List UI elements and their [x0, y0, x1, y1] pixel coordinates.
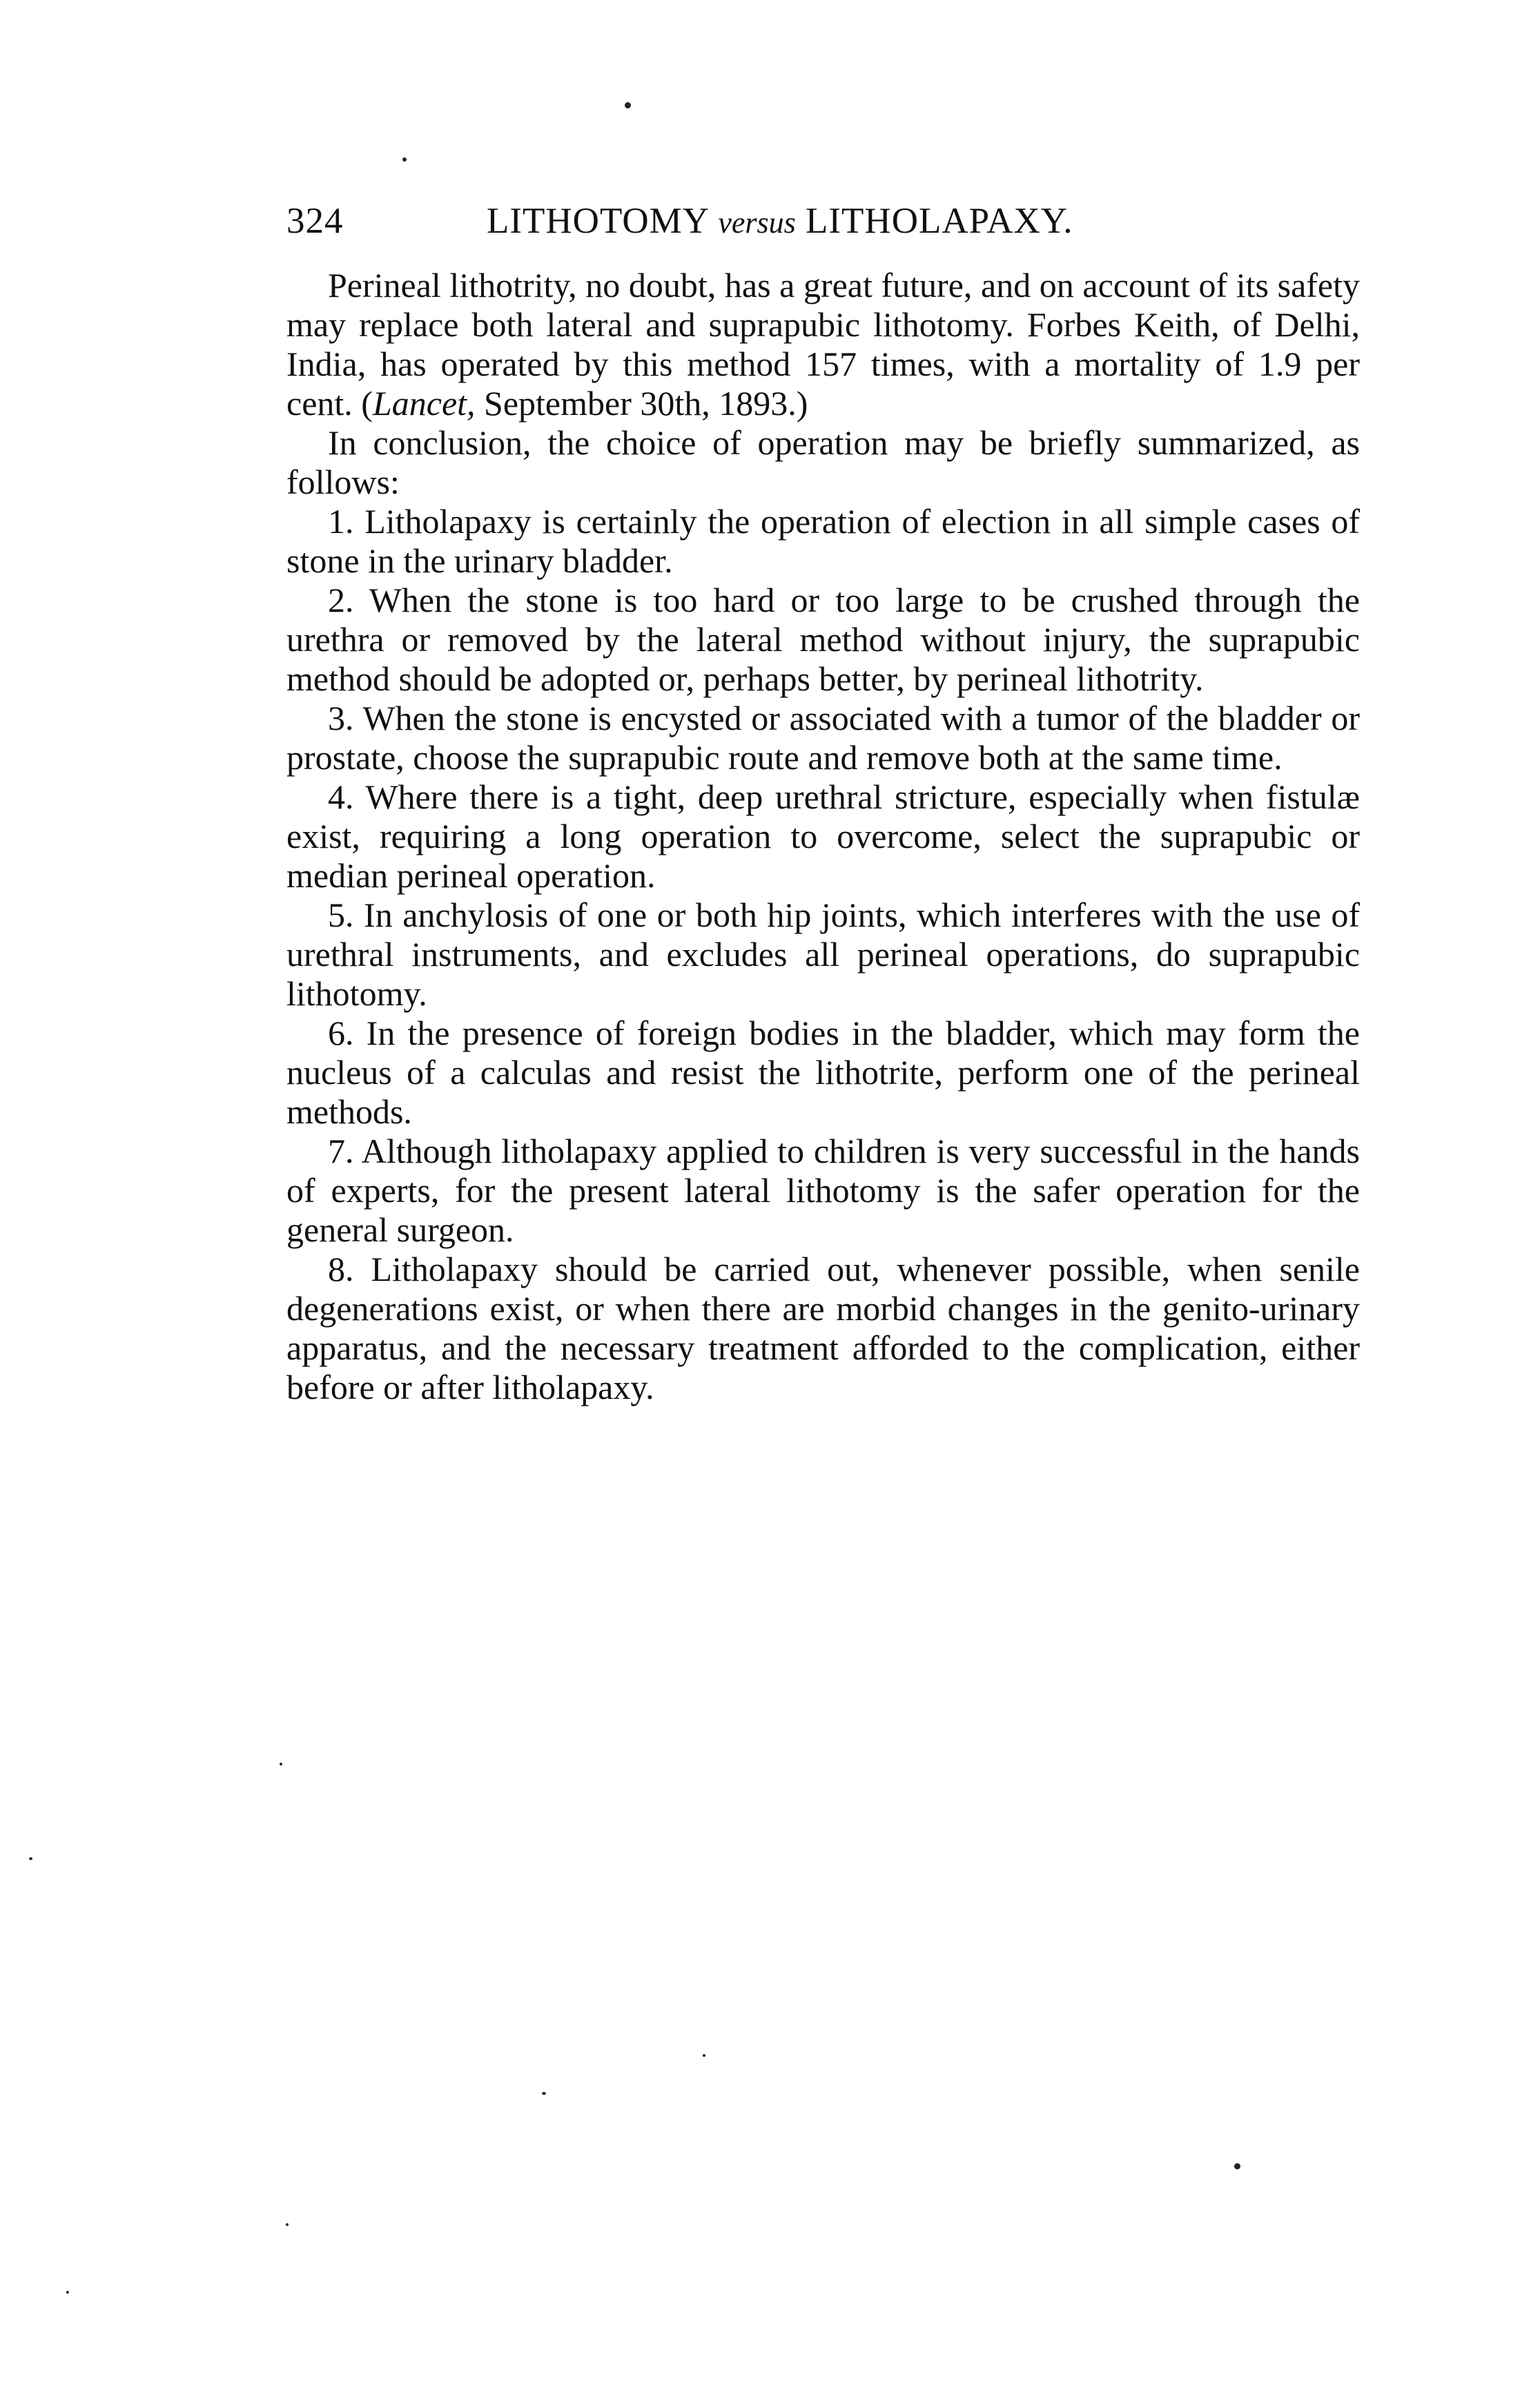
paragraph-text: Perineal lithotrity, no doubt, has a great future, and on account of its safety may replace both lateral and suprapubic lithotomy. Forbes Keith, of Delhi, India, has operated by this method 157 times, with a mortality of 1.9 per cent. (	[286, 266, 1360, 423]
scan-speck	[542, 2092, 546, 2095]
list-item-2: 2. When the stone is too hard or too large to be crushed through the urethra or removed by the lateral method without injury, the suprapubic method should be adopted or, perhaps better, by perineal lithotrity.	[286, 581, 1360, 698]
list-item-3: 3. When the stone is encysted or associated with a tumor of the bladder or prostate, choose the suprapubic route and remove both at the same time.	[286, 699, 1360, 777]
scan-speck	[66, 2291, 69, 2294]
list-item-7: 7. Although litholapaxy applied to children is very successful in the hands of experts, for the present lateral lithotomy is the safer operation for the general surgeon.	[286, 1132, 1360, 1249]
scan-speck	[1234, 2163, 1240, 2169]
scan-speck	[703, 2054, 705, 2057]
citation-italic: Lancet,	[372, 384, 476, 423]
running-title-part1: LITHOTOMY	[487, 201, 709, 241]
scan-speck	[625, 102, 631, 108]
running-title	[487, 200, 1073, 242]
paragraph-conclusion: In conclusion, the choice of operation may be briefly summarized, as follows:	[286, 423, 1360, 501]
page-number: 324	[286, 201, 344, 241]
scan-speck	[286, 2223, 289, 2226]
list-item-4: 4. Where there is a tight, deep urethral stricture, especially when fistulæ exist, requiring a long operation to overcome, select the suprapubic or median perineal operation.	[286, 777, 1360, 895]
scan-speck	[280, 1763, 282, 1765]
list-item-5: 5. In anchylosis of one or both hip joints, which interferes with the use of urethral instruments, and excludes all perineal operations, do suprapubic lithotomy.	[286, 896, 1360, 1013]
running-title-part2: LITHOLAPAXY.	[806, 201, 1073, 241]
list-item-1: 1. Litholapaxy is certainly the operation of election in all simple cases of stone in the urinary bladder.	[286, 502, 1360, 580]
scan-speck	[402, 157, 407, 162]
page-body	[286, 266, 1360, 1407]
scan-speck	[29, 1857, 32, 1860]
list-item-6: 6. In the presence of foreign bodies in the bladder, which may form the nucleus of a calculas and resist the lithotrite, perform one of the perineal methods.	[286, 1014, 1360, 1131]
paragraph-perineal-lithotrity	[286, 266, 1360, 423]
paragraph-text: September 30th, 1893.)	[475, 384, 808, 423]
running-header	[286, 200, 1363, 255]
running-title-italic: versus	[718, 206, 796, 240]
list-item-8: 8. Litholapaxy should be carried out, whenever possible, when senile degenerations exist, or when there are morbid changes in the genito-urinary apparatus, and the necessary treatment afforded to the complication, either before or after litholapaxy.	[286, 1250, 1360, 1406]
